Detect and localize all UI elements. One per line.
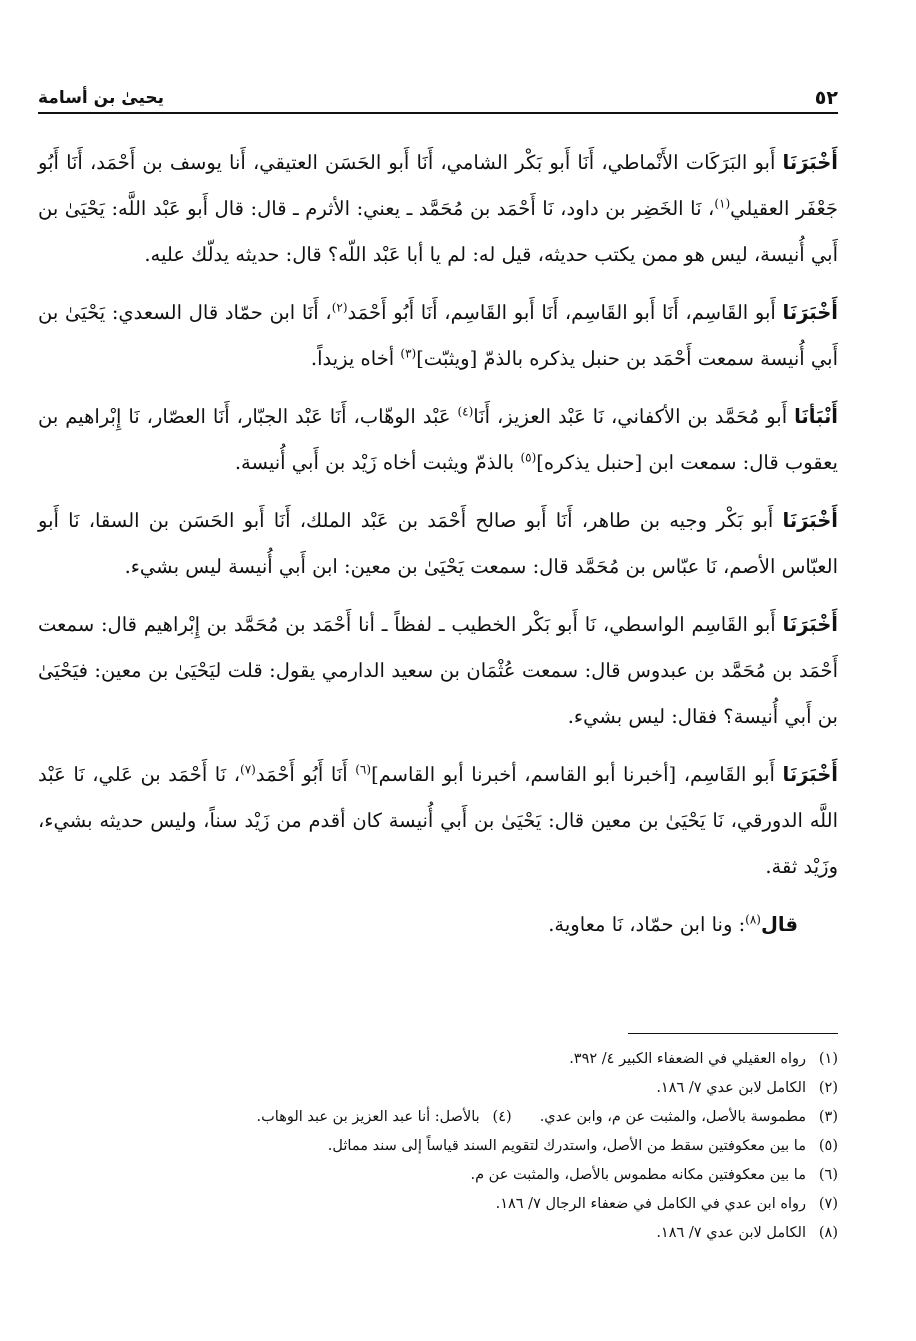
footnote-number: (٢) [818,1080,838,1096]
page-header [38,78,838,114]
paragraph [38,140,838,278]
paragraph-text: ، نَا أَحْمَد بن عَلي، نَا عَبْد اللَّه الدورقي، نَا يَحْيَىٰ بن معين قال: يَحْيَىٰ بن أَبي أُنيسة كان أقدم من زَيْد سناً، وليس حديثه بشيء، وزَيْد ثقة. [38,763,838,878]
footnote [78,1103,838,1132]
footnote-number: (٣) [818,1109,838,1125]
footnote-number: (٦) [818,1167,838,1183]
paragraph-lead-word: أَخْبَرَنَا [782,151,838,174]
paragraph-text: ، أَنَا ابن حمّاد قال السعدي: يَحْيَىٰ بن أَبي أُنيسة سمعت أَحْمَد بن حنبل يذكره بالذمّ [ويثبّت] [38,301,838,370]
paragraph-text: أَبو القَاسِم، أَنَا أَبو القَاسِم، أَنَا أَبو القَاسِم، أَنَا أَبُو أَحْمَد [347,301,783,324]
paragraph [38,602,838,740]
footnote [78,1219,838,1248]
footnote-number: (١) [818,1051,838,1067]
footnote-text: مطموسة بالأصل، والمثبت عن م، وابن عدي. [539,1109,806,1125]
footnote-text: رواه العقيلي في الضعفاء الكبير ٤/ ٣٩٢. [569,1051,806,1067]
footnote [78,1074,838,1103]
footnote-number: (٥) [818,1138,838,1154]
footnote-text: رواه ابن عدي في الكامل في ضعفاء الرجال ٧/ ١٨٦. [495,1196,806,1212]
footnote [78,1132,838,1161]
paragraph-text: أَبو القَاسِم، [أخبرنا أبو القاسم، أخبرنا أبو القاسم] [371,763,783,786]
paragraph-text: بالذمّ ويثبت أخاه زَيْد بن أَبي أُنيسة. [234,451,521,474]
page-number: ٥٢ [814,87,838,109]
footnote-ref: (٣) [400,346,417,361]
paragraph-text: أخاه يزيداً. [310,347,401,370]
paragraph-text: أَبو القَاسِم الواسطي، نَا أَبو بَكْر الخطيب ـ لفظاً ـ أنا أَحْمَد بن مُحَمَّد بن إِبْراهيم قال: سمعت أَحْمَد بن مُحَمَّد بن عبدوس قال: سمعت عُثْمَان بن سعيد الدارمي يقول: قلت ليَحْيَىٰ بن معين: فيَحْيَىٰ بن أَبي أُنيسة؟ فقال: ليس بشيء. [38,613,838,728]
footnote [78,1045,838,1074]
paragraph-lead-word: أَخْبَرَنَا [782,763,838,786]
footnote-text: ما بين معكوفتين سقط من الأصل، واستدرك لتقويم السند قياساً إلى سند مماثل. [327,1138,806,1154]
paragraph-text: أَبو مُحَمَّد بن الأكفاني، نَا عَبْد العزيز، أَنَا [473,405,795,428]
footnote-ref: (٥) [520,450,537,465]
footnote-text: ما بين معكوفتين مكانه مطموس بالأصل، والمثبت عن م. [470,1167,806,1183]
paragraph-text: ، نَا الخَضِر بن داود، نَا أَحْمَد بن مُحَمَّد ـ يعني: الأثرم ـ قال: قال أَبو عَبْد اللَّه: يَحْيَىٰ بن أَبي أُنيسة، ليس هو ممن يكتب حديثه، قيل له: لم يا أبا عَبْد اللّه؟ قال: حديثه يدلّك عليه. [38,197,838,266]
footnote-ref: (٦) [355,762,372,777]
footnote-ref: (١) [714,196,731,211]
footnote-number: (٨) [818,1225,838,1241]
footnote-text: الكامل لابن عدي ٧/ ١٨٦. [656,1225,806,1241]
paragraph [38,752,838,890]
paragraph-text: أَبو بَكْر وجيه بن طاهر، أَنَا أَبو صالح أَحْمَد بن عَبْد الملك، أَنَا أَبو الحَسَن بن السقا، نَا أَبو العبّاس الأصم، نَا عبّاس بن مُحَمَّد قال: سمعت يَحْيَىٰ بن معين: ابن أَبي أُنيسة ليس بشيء. [38,509,838,578]
footnote-text: بالأصل: أنا عبد العزيز بن عبد الوهاب. [256,1109,480,1125]
paragraph-lead-word: أَخْبَرَنَا [782,301,838,324]
paragraph-lead-word: أَخْبَرَنَا [782,509,838,532]
paragraph [38,902,838,948]
footnote [78,1161,838,1190]
footnotes [78,1045,838,1248]
footnote-number: (٧) [818,1196,838,1212]
paragraph-text: أَنَا أَبُو أَحْمَد [255,763,356,786]
paragraph [38,498,838,590]
paragraph-text: عَبْد الوهّاب، أَنَا عَبْد الجبّار، أَنَا العصّار، نَا إِبْراهيم بن يعقوب قال: سمعت ابن [حنبل يذكره] [38,405,838,474]
footnote-ref: (٧) [240,762,256,777]
footnote-ref: (٨) [745,912,761,927]
footnote-number: (٤) [492,1109,512,1125]
paragraph-lead-word: أَخْبَرَنَا [782,613,838,636]
paragraph-text: : ونا ابن حمّاد، نَا معاوية. [548,913,746,936]
running-title: يحيىٰ بن أسامة [38,88,165,108]
paragraph [38,290,838,382]
footnote [78,1190,838,1219]
main-text [38,140,838,960]
footnote-ref: (٢) [331,300,348,315]
paragraph-lead-word: قال [760,913,798,936]
footnote-ref: (٤) [457,404,474,419]
footnote-text: الكامل لابن عدي ٧/ ١٨٦. [656,1080,806,1096]
paragraph-text: أَبو البَرَكَات الأَنْماطي، أَنَا أَبو بَكْر الشامي، أَنَا أَبو الحَسَن العتيقي، أَنا يوسف بن أَحْمَد، أَنَا أَبُو جَعْفَر العقيلي [38,151,838,220]
footnote-separator [628,1033,838,1034]
paragraph [38,394,838,486]
paragraph-lead-word: أَنْبَأنَا [794,405,838,428]
